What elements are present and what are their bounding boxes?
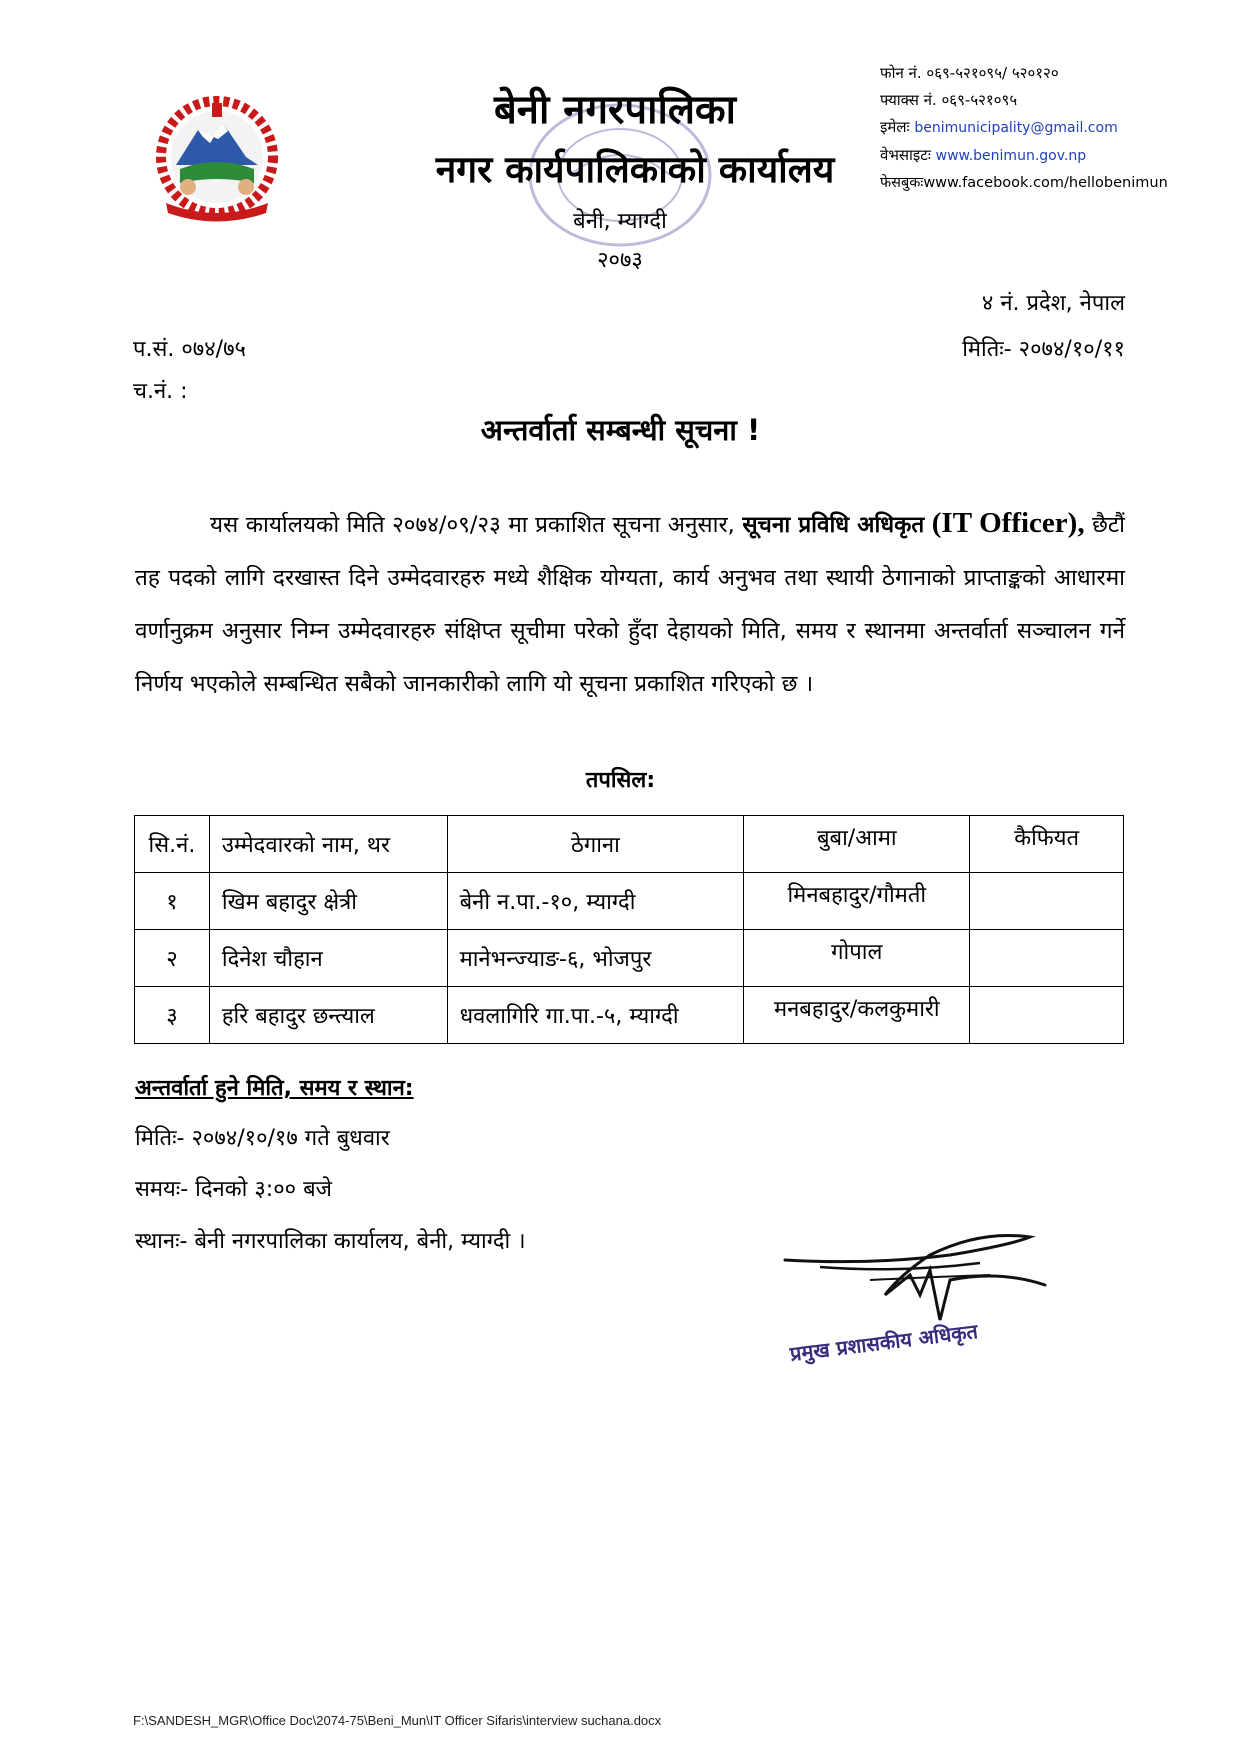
- facebook-label: फेसबुकः: [880, 175, 924, 191]
- column-header-name: उम्मेदवारको नाम, थर: [209, 816, 447, 873]
- column-header-parents: बुबा/आमा: [744, 816, 970, 873]
- cell-parents: मनबहादुर/कलकुमारी: [744, 987, 970, 1044]
- fax-number: फ्याक्स नं. ०६९-५२१०९५: [880, 91, 1018, 109]
- cell-name: हरि बहादुर छन्त्याल: [209, 987, 447, 1044]
- cell-serial: १: [135, 873, 210, 930]
- notice-intro: यस कार्यालयको मिति २०७४/०९/२३ मा प्रकाशित सूचना अनुसार,: [210, 512, 743, 538]
- letter-date: मितिः- २०७४/१०/११: [962, 337, 1125, 362]
- table-row: [135, 873, 1124, 930]
- phone-number: फोन नं. ०६९-५२१०९५/ ५२०१२०: [880, 64, 1059, 82]
- facebook-row: [880, 170, 1225, 197]
- cell-remarks: [970, 873, 1124, 930]
- post-name: सूचना प्रविधि अधिकृत: [742, 512, 925, 538]
- cell-address: धवलागिरि गा.पा.-५, म्याग्दी: [447, 987, 744, 1044]
- cell-remarks: [970, 930, 1124, 987]
- reference-number: प.सं. ०७४/७५: [133, 337, 246, 362]
- email-row: [880, 114, 1225, 142]
- contact-block: [880, 60, 1225, 197]
- province: ४ नं. प्रदेश, नेपाल: [981, 291, 1125, 316]
- cell-parents: मिनबहादुर/गौमती: [744, 873, 970, 930]
- nepal-emblem-icon: [148, 95, 286, 230]
- column-header-address: ठेगाना: [447, 816, 744, 873]
- interview-place: स्थानः- बेनी नगरपालिका कार्यालय, बेनी, म्याग्दी ।: [135, 1229, 526, 1254]
- column-header-serial: सि.नं.: [135, 816, 210, 873]
- cell-serial: ३: [135, 987, 210, 1044]
- interview-heading: अन्तर्वार्ता हुने मिति, समय र स्थान:: [135, 1076, 414, 1101]
- interview-time: समयः- दिनको ३:०० बजे: [135, 1177, 332, 1202]
- table-header-row: [135, 816, 1124, 873]
- file-path: F:\SANDESH_MGR\Office Doc\2074-75\Beni_Mun\IT Officer Sifaris\interview suchana.docx: [133, 1713, 662, 1728]
- notice-rest: छैटौं तह पदको लागि दरखास्त दिने उम्मेदवारहरु मध्ये शैक्षिक योग्यता, कार्य अनुभव तथा स्थायी ठेगानाको प्राप्ताङ्कको आधारमा वर्णानुक्रम अनुसार निम्न उम्मेदवारहरु संक्षिप्त सूचीमा परेको हुँदा देहायको मिति, समय र स्थानमा अन्तर्वार्ता सञ्चालन गर्ने निर्णय भएकोले सम्बन्धित सबैको जानकारीको लागि यो सूचना प्रकाशित गरिएको छ ।: [135, 512, 1126, 697]
- website-row: [880, 142, 1225, 170]
- cell-parents: गोपाल: [744, 930, 970, 987]
- candidate-table: [134, 815, 1124, 1044]
- website-label: वेभसाइटः: [880, 146, 931, 164]
- post-english: (IT Officer),: [931, 507, 1085, 539]
- facebook-link[interactable]: www.facebook.com/hellobenimun: [923, 175, 1168, 191]
- signatory-title: प्रमुख प्रशासकीय अधिकृत: [788, 1319, 980, 1366]
- office-subtitle: नगर कार्यपालिकाको कार्यालय: [435, 148, 835, 191]
- notice-body: [135, 497, 1125, 711]
- cell-remarks: [970, 987, 1124, 1044]
- column-header-remarks: कैफियत: [970, 816, 1124, 873]
- table-row: [135, 987, 1124, 1044]
- schedule-title: तपसिल:: [585, 768, 656, 793]
- office-name: बेनी नगरपालिका: [493, 87, 737, 133]
- office-year: २०७३: [597, 248, 643, 273]
- cell-name: खिम बहादुर क्षेत्री: [209, 873, 447, 930]
- cell-address: मानेभन्ज्याङ-६, भोजपुर: [447, 930, 744, 987]
- email-label: इमेलः: [880, 118, 910, 136]
- notice-title: अन्तर्वार्ता सम्बन्धी सूचना !: [480, 413, 761, 447]
- table-row: [135, 930, 1124, 987]
- email-link[interactable]: benimunicipality@gmail.com: [914, 120, 1118, 136]
- website-link[interactable]: www.benimun.gov.np: [935, 148, 1087, 164]
- office-place: बेनी, म्याग्दी: [573, 209, 667, 234]
- cell-serial: २: [135, 930, 210, 987]
- cell-name: दिनेश चौहान: [209, 930, 447, 987]
- dispatch-number: च.नं. :: [133, 379, 188, 404]
- interview-date: मितिः- २०७४/१०/१७ गते बुधवार: [135, 1126, 390, 1151]
- cell-address: बेनी न.पा.-१०, म्याग्दी: [447, 873, 744, 930]
